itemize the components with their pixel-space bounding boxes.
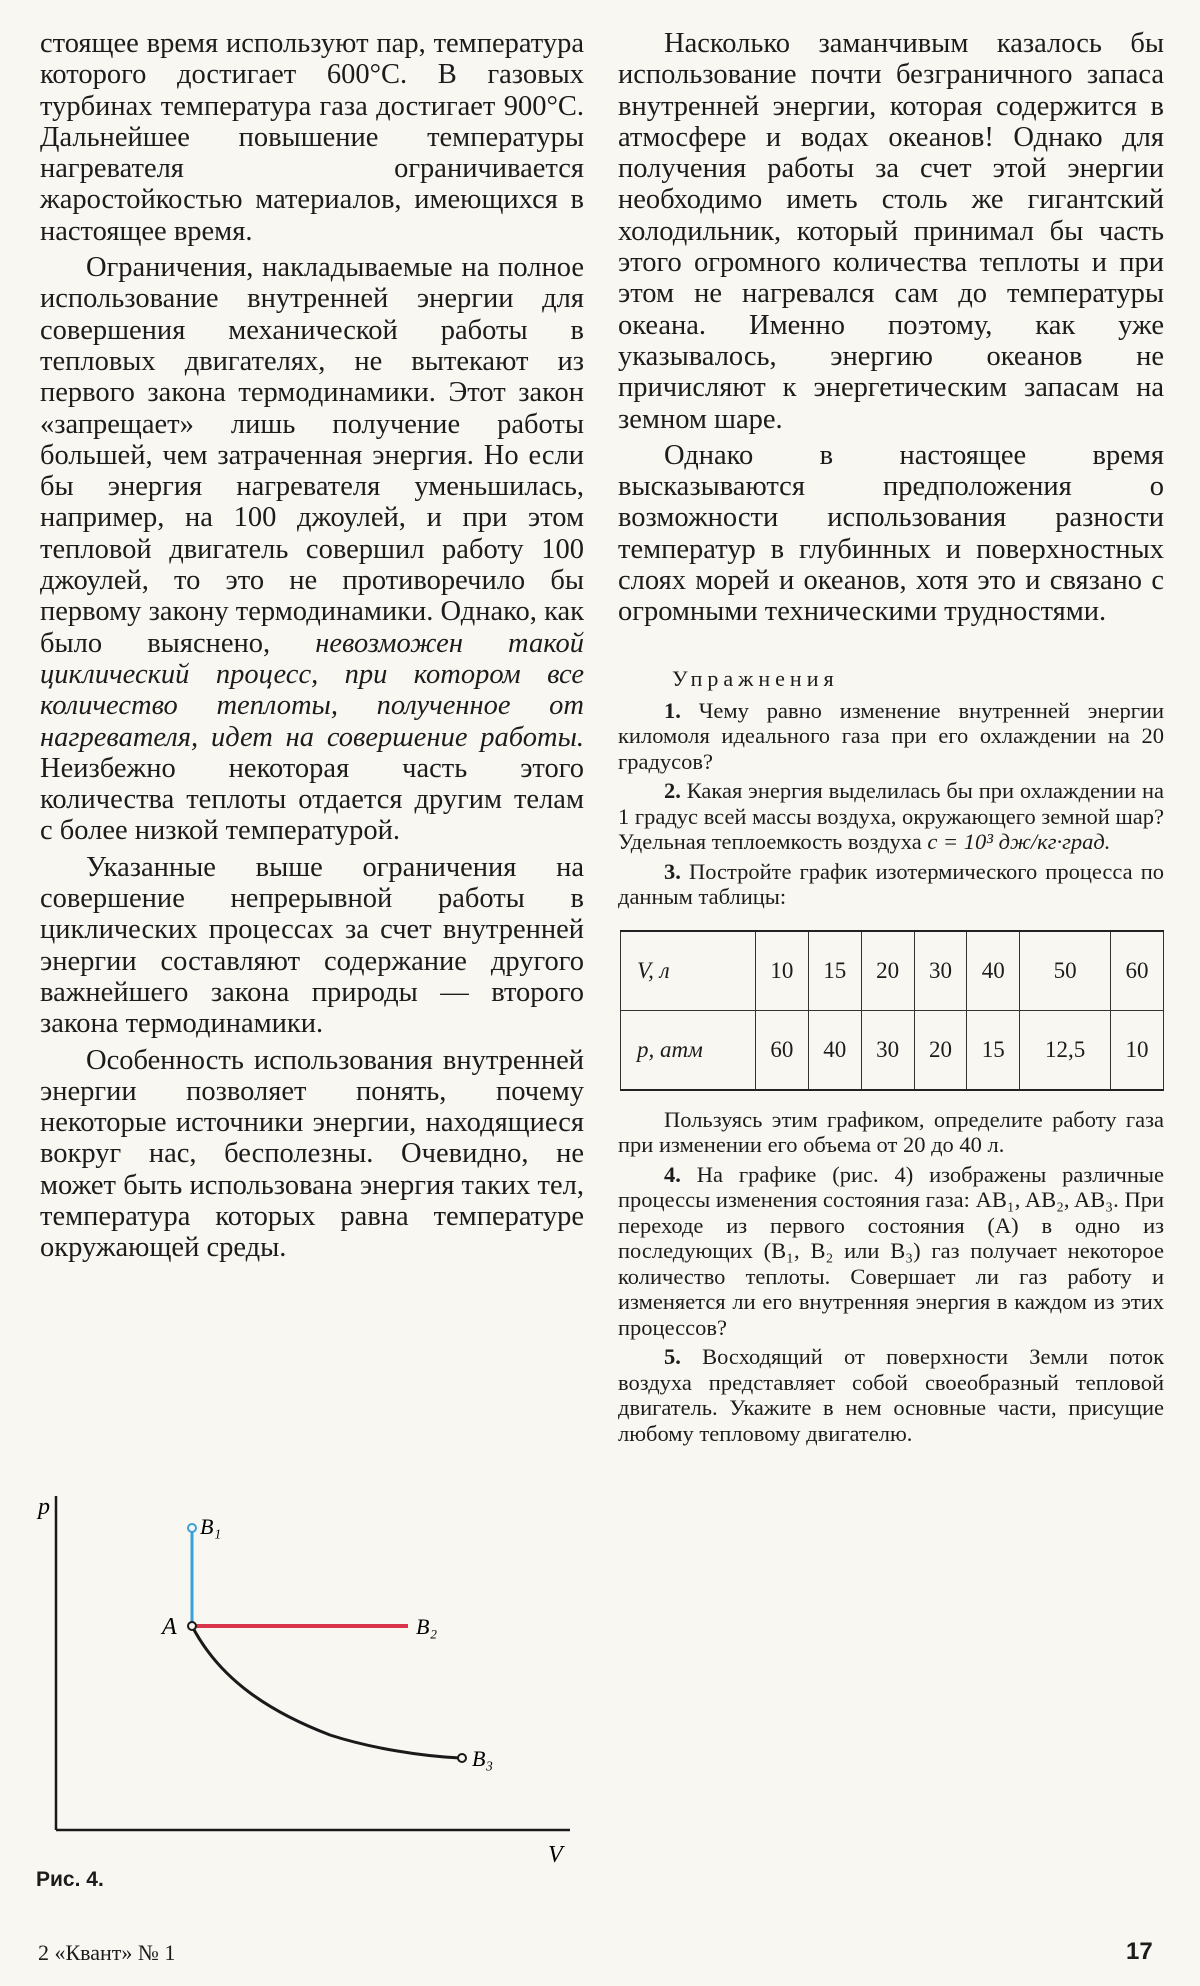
exercise-1-text: Чему равно изменение внутренней энергии киломоля идеального газа при его охлаждении на 20 градусов? — [618, 697, 1165, 774]
exercise-1-num: 1. — [664, 697, 681, 723]
exercise-2-text: Какая энергия выделилась бы при охлаждении на 1 градус всей массы воздуха, окружающего земной шар? Удельная теплоемкость воздуха — [618, 778, 1165, 855]
point-b3 — [458, 1754, 466, 1762]
table-cell: 60 — [1111, 931, 1164, 1011]
x-axis-label: V — [548, 1842, 563, 1868]
label-b1: B₁ — [200, 1514, 222, 1539]
table-cell: 15 — [808, 931, 861, 1011]
exercise-3 — [618, 859, 1164, 910]
exercises-heading: Упражнения — [672, 665, 839, 691]
exercise-2 — [618, 778, 1164, 855]
table-cell: 20 — [861, 931, 914, 1011]
figure-caption: Рис. 4. — [36, 1868, 104, 1891]
table-row-volume — [621, 931, 1164, 1011]
label-b3: B₃ — [472, 1746, 494, 1771]
exercise-2-num: 2. — [664, 778, 681, 804]
right-column — [618, 28, 1164, 1450]
left-para-2-italic: невозможен такой циклический процесс, при котором все количество теплоты, полученное от нагревателя, идет на совершение работы. — [40, 627, 584, 753]
exercise-4 — [618, 1162, 1164, 1341]
process-ab3-curve — [192, 1626, 460, 1758]
table-head-volume: V, л — [621, 931, 756, 1011]
isotherm-table — [620, 930, 1164, 1091]
footer-issue: 2 «Квант» № 1 — [38, 1940, 176, 1965]
exercise-1 — [618, 698, 1164, 775]
y-axis-label: p — [38, 1494, 50, 1520]
table-cell: 15 — [967, 1010, 1020, 1090]
table-cell: 20 — [914, 1010, 967, 1090]
left-column — [40, 28, 584, 1264]
exercise-5 — [618, 1344, 1164, 1446]
right-para-1: Насколько заманчивым казалось бы использование почти безграничного запаса внутренней энергии, которая содержится в атмосфере и водах океанов! Однако для получения работы за счет этой энергии необходимо иметь столь же гигантский холодильник, который принимал бы часть этого огромного количества теплоты и при этом не нагревался сам до температуры океана. Именно поэтому, как уже указывалось, энергию океанов не причисляют к энергетическим запасам на земном шаре. — [618, 28, 1164, 435]
exercise-5-text: Восходящий от поверхности Земли поток воздуха представляет собой своеобразный тепловой двигатель. Укажите в нем основные части, присущие любому тепловому двигателю. — [618, 1344, 1164, 1446]
table-cell: 30 — [861, 1010, 914, 1090]
exercise-4-num: 4. — [664, 1161, 681, 1187]
left-para-4: Особенность использования внутренней энергии позволяет понять, почему некоторые источники энергии, находящиеся вокруг нас, бесполезны. Очевидно, не может быть использована энергия таких тел, температура которых равна температуре окружающей среды. — [40, 1044, 584, 1264]
table-cell: 50 — [1020, 931, 1111, 1011]
table-cell: 40 — [808, 1010, 861, 1090]
label-b2: B₂ — [416, 1614, 438, 1639]
left-para-2-end: Неизбежно некоторая часть этого количества теплоты отдается другим телам с более низкой температурой. — [40, 752, 584, 847]
figure-4-graph — [30, 1490, 590, 1870]
left-para-2-start: Ограничения, накладываемые на полное использование внутренней энергии для совершения механической работы в тепловых двигателях, не вытекают из первого закона термодинамики. Этот закон «запрещает» лишь получение работы большей, чем затраченная энергия. Но если бы энергия нагревателя уменьшилась, например, на 100 джоулей, и при этом тепловой двигатель совершил работу 100 джоулей, то это не противоречило бы первому закону термодинамики. Однако, как было выяснено, — [40, 252, 584, 659]
exercise-3-num: 3. — [664, 858, 681, 884]
page-number: 17 — [1126, 1938, 1153, 1965]
left-para-1: стоящее время используют пар, температура которого достигает 600°С. В газовых турбинах температура газа достигает 900°С. Дальнейшее повышение температуры нагревателя ограничивается жаростойкостью материалов, имеющихся в настоящее время. — [40, 28, 584, 247]
label-a: A — [162, 1614, 177, 1640]
table-cell: 12,5 — [1020, 1010, 1111, 1090]
left-para-3: Указанные выше ограничения на совершение непрерывной работы в циклических процессах за счет внутренней энергии составляют содержание другого важнейшего закона природы — второго закона термодинамики. — [40, 851, 584, 1040]
right-para-2: Однако в настоящее время высказываются предположения о возможности использования разности температур в глубинных и поверхностных слоях морей и океанов, хотя это и связано с огромными техническими трудностями. — [618, 439, 1164, 628]
exercise-3-continuation: Пользуясь этим графиком, определите работу газа при изменении его объема от 20 до 40 л. — [618, 1106, 1164, 1158]
table-cell: 10 — [1111, 1010, 1164, 1090]
exercise-2-formula: c = 10³ дж/кг·град. — [927, 829, 1111, 855]
exercise-5-num: 5. — [664, 1344, 681, 1370]
table-cell: 30 — [914, 931, 967, 1011]
left-para-2 — [40, 252, 584, 847]
exercise-3-text: Постройте график изотермического процесса по данным таблицы: — [618, 858, 1165, 910]
exercise-4-text: На графике (рис. 4) изображены различные процессы изменения состояния газа: AB₁, AB₂, AB₃. При переходе из первого состояния (A) в одно из последующих (B₁, B₂ или B₃) газ получает некоторое количество теплоты. Совершает ли газ работу и изменяется ли его внутренняя энергия в каждом из этих процессов? — [618, 1161, 1165, 1340]
point-b1 — [188, 1524, 196, 1532]
table-head-pressure: p, атм — [621, 1010, 756, 1090]
table-cell: 40 — [967, 931, 1020, 1011]
table-cell: 10 — [756, 931, 809, 1011]
table-cell: 60 — [756, 1010, 809, 1090]
point-a — [188, 1622, 196, 1630]
table-row-pressure — [621, 1010, 1164, 1090]
